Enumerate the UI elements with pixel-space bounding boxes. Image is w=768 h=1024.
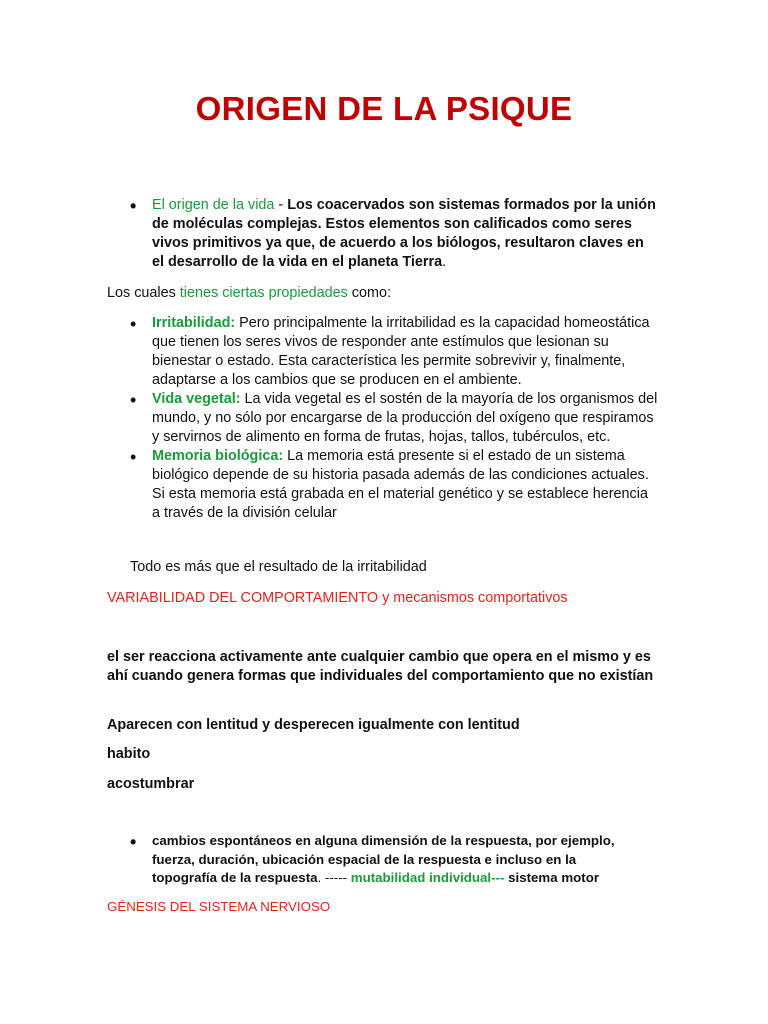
properties-intro bbox=[107, 284, 707, 303]
section-heading-genesis: GÉNESIS DEL SISTEMA NERVIOSO bbox=[107, 899, 331, 914]
paragraph-reacciona: el ser reacciona activamente ante cualquier cambio que opera en el mismo y es ahí cuando genera formas que individuales del comportamiento que no existían bbox=[107, 649, 654, 684]
intro-post: como: bbox=[347, 285, 391, 301]
property-text: La memoria está presente si el estado de un sistema biológico depende de su historia pasada además de las condiciones actuales. Si esta memoria está grabada en el material genético y se establece herencia a través de la división celular bbox=[152, 448, 649, 521]
cambios-text: cambios espontáneos en alguna dimensión de la respuesta, por ejemplo, fuerza, duración, ubicación espacial de la respuesta e incluso en la topografía de la respuesta bbox=[152, 833, 615, 885]
page-title: ORIGEN DE LA PSIQUE bbox=[195, 90, 573, 127]
intro-highlight: tienes ciertas propiedades bbox=[179, 285, 348, 301]
origin-list bbox=[130, 196, 657, 272]
list-item-cambios bbox=[130, 832, 642, 888]
bullet-glyph: • bbox=[130, 832, 137, 852]
list-item-memoria bbox=[130, 447, 658, 523]
list-item-vida-vegetal bbox=[130, 390, 658, 447]
paragraph-aparecen: Aparecen con lentitud y desperecen igualmente con lentitud bbox=[107, 717, 520, 733]
cambios-list bbox=[130, 832, 642, 888]
word-acostumbrar: acostumbrar bbox=[107, 776, 195, 792]
property-text: La vida vegetal es el sostén de la mayoría de los organismos del mundo, y no sólo por encargarse de la producción del oxígeno que respiramos y servirnos de alimento en forma de frutas, hojas, tallos, tubérculos, etc. bbox=[152, 391, 658, 445]
bullet-glyph: • bbox=[130, 447, 137, 467]
origen-end: . bbox=[442, 254, 447, 270]
properties-list bbox=[130, 314, 658, 523]
section-heading-variabilidad: VARIABILIDAD DEL COMPORTAMIENTO y mecanismos comportativos bbox=[107, 590, 568, 606]
cambios-dots: . ----- bbox=[317, 870, 351, 885]
bullet-glyph: • bbox=[130, 390, 137, 410]
summary-line: Todo es más que el resultado de la irritabilidad bbox=[130, 559, 427, 575]
property-label: Vida vegetal: bbox=[152, 391, 241, 407]
property-label: Irritabilidad: bbox=[152, 315, 236, 331]
list-item-irritabilidad bbox=[130, 314, 658, 390]
list-item-origen bbox=[130, 196, 657, 272]
cambios-post: sistema motor bbox=[504, 870, 600, 885]
property-text: Pero principalmente la irritabilidad es la capacidad homeostática que tienen los seres vivos de responder ante estímulos que lesionan su bienestar o estado. Esta característica les permite sobrevivir y, finalmente, adaptarse a los cambios que se producen en el ambiente. bbox=[152, 315, 650, 388]
property-label: Memoria biológica: bbox=[152, 448, 284, 464]
intro-pre: Los cuales bbox=[107, 285, 180, 301]
bullet-glyph: • bbox=[130, 196, 137, 216]
cambios-highlight: mutabilidad individual--- bbox=[350, 870, 505, 885]
bullet-glyph: • bbox=[130, 314, 137, 334]
origen-label: El origen de la vida bbox=[152, 197, 275, 213]
origen-text: Los coacervados son sistemas formados por la unión de moléculas complejas. Estos elementos son calificados como seres vivos primitivos ya que, de acuerdo a los biólogos, resultaron claves en el desarrollo de la vida en el planeta Tierra bbox=[152, 197, 656, 270]
word-habito: habito bbox=[107, 746, 151, 762]
origen-separator: - bbox=[274, 197, 288, 213]
